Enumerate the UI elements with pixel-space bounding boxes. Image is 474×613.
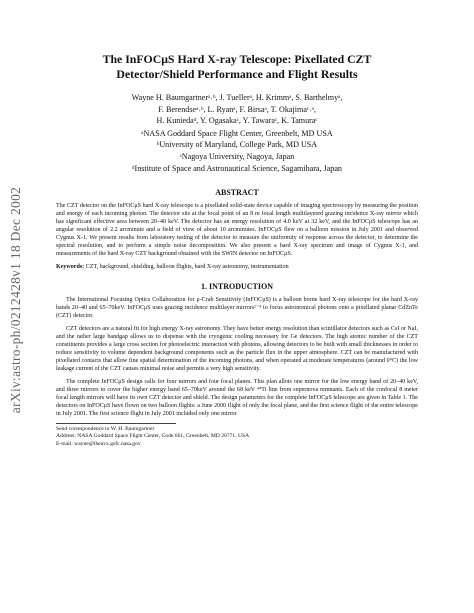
paper-page <box>56 52 418 448</box>
paper-title <box>56 52 418 82</box>
affiliation-list <box>56 128 418 174</box>
introduction-body <box>56 296 418 419</box>
footnote <box>56 426 418 448</box>
arxiv-stamp-text: arXiv:astro-ph/0212428v1 18 Dec 2002 <box>8 186 24 414</box>
keywords-label: Keywords: <box>56 264 85 271</box>
abstract-text: The CZT detector on the InFOCμS hard X-ray telescope is a pixellated solid-state device capable of imaging spectroscopy by measuring the position and energy of each incoming photon. The detector sits at the focal point of an 8 m focal length multilayered grazing incidence X-ray mirror which has significant effective area between 20–40 keV. The detector has an energy resolution of 4.0 keV at 32 keV, and the InFOCμS telescope has an angular resolution of 2.2 arcminute and a field of view of about 10 arcminutes. InFOCμS flew on a balloon mission in July 2001 and observed Cygnus X-1. We present results from laboratory testing of the detector to measure the uniformity of response across the detector, to determine the spectral resolution, and to perform a simple noise decomposition. We also present a hard X-ray spectrum and image of Cygnus X-1, and measurements of the hard X-ray CZT background obtained with the SWIN detector on InFOCμS. <box>56 203 418 258</box>
paragraph: The complete InFOCμS design calls for four mirrors and four focal planes. This plan allots one mirror for the low energy band of 20–40 keV, and three mirrors to cover the higher energy band 65–70keV around the 68 keV ⁴⁴Ti line from supernova remnants. Each of the confocal 8 meter focal length mirrors will have its own CZT detector and shield. The design parameters for the complete InFOCμS telescope are given in Table 1. The detectors on InFOCμS have flown on two balloon flights: a June 2000 flight of only the focal plane, and the first science flight of the entire telescope in July 2001. The first science flight in July 2001 included only one mirror <box>56 378 418 418</box>
abstract-heading: ABSTRACT <box>215 188 259 198</box>
footnote-line: Address: NASA Goddard Space Flight Center, Code 661, Greenbelt, MD 20771, USA <box>56 433 250 440</box>
affiliation-line: ᵈInstitute of Space and Astronautical Science, Sagamihara, Japan <box>132 163 342 173</box>
arxiv-stamp <box>4 175 28 425</box>
section-heading-introduction: 1. INTRODUCTION <box>200 281 273 291</box>
author-line: H. Kuniedaᵈ, Y. Ogasakaᶜ, Y. Tawaraᶜ, K. Tamuraᶜ <box>156 116 318 126</box>
paragraph: CZT detectors are a natural fit for high energy X-ray astronomy. They have better energy resolution than scintillator detectors such as CsI or NaI, and the rather large bandgap allows us to dispense with the cryogenic cooling necessary for Ge detectors. The high atomic number of the CZT constituents provides a large cross section for photoelectric interaction with photons, allowing detectors to be built with small thicknesses in order to reduce sensitivity to volume dependent background components such as the particle flux in the upper atmosphere. CZT can be manufactured with pixellated contacts that allow fine spatial determination of the incoming photons, and when operated at moderate temperatures (around 0°C) the low leakage current of the CZT causes minimal noise and permits a very high sensitivity. <box>56 325 418 372</box>
affiliation-line: ᶜNagoya University, Nagoya, Japan <box>179 151 295 161</box>
footnote-line: Send correspondence to W. H. Baumgartner <box>56 426 155 433</box>
author-line: Wayne H. Baumgartnerᵃ˒ᵇ, J. Tuellerᵃ, H. Krimmᵃ, S. Barthelmyᵃ, <box>131 93 343 102</box>
footnote-line: E-mail: wayne@lheavx.gsfc.nasa.gov <box>56 440 141 447</box>
keywords <box>56 263 418 271</box>
title-line-2: Detector/Shield Performance and Flight Results <box>116 67 358 81</box>
affiliation-line: ᵇUniversity of Maryland, College Park, MD USA <box>156 140 318 150</box>
author-list <box>56 92 418 127</box>
author-line: F. Berendseᵃ˒ᵇ, L. Ryanᵃ, F. Birsaᵃ, T. Okajimaᶜ˒ᵃ, <box>158 104 316 114</box>
paragraph: The International Focusing Optics Collaboration for μ-Crab Sensitivity (InFOCμS) is a balloon borne hard X-ray telescope for the hard X-ray bands 20–40 and 65–70keV. InFOCμS uses grazing incidence multilayer mirrors¹⁻⁴ to focus astronomical photons onto a pixellated planar CdZnTe (CZT) detector. <box>56 296 418 319</box>
keywords-text: CZT, background, shielding, balloon flights, hard X-ray astronomy, instrumentation <box>85 264 289 271</box>
title-line-1: The InFOCμS Hard X-ray Telescope: Pixellated CZT <box>102 52 372 66</box>
affiliation-line: ᵃNASA Goddard Space Flight Center, Greenbelt, MD USA <box>141 128 333 138</box>
